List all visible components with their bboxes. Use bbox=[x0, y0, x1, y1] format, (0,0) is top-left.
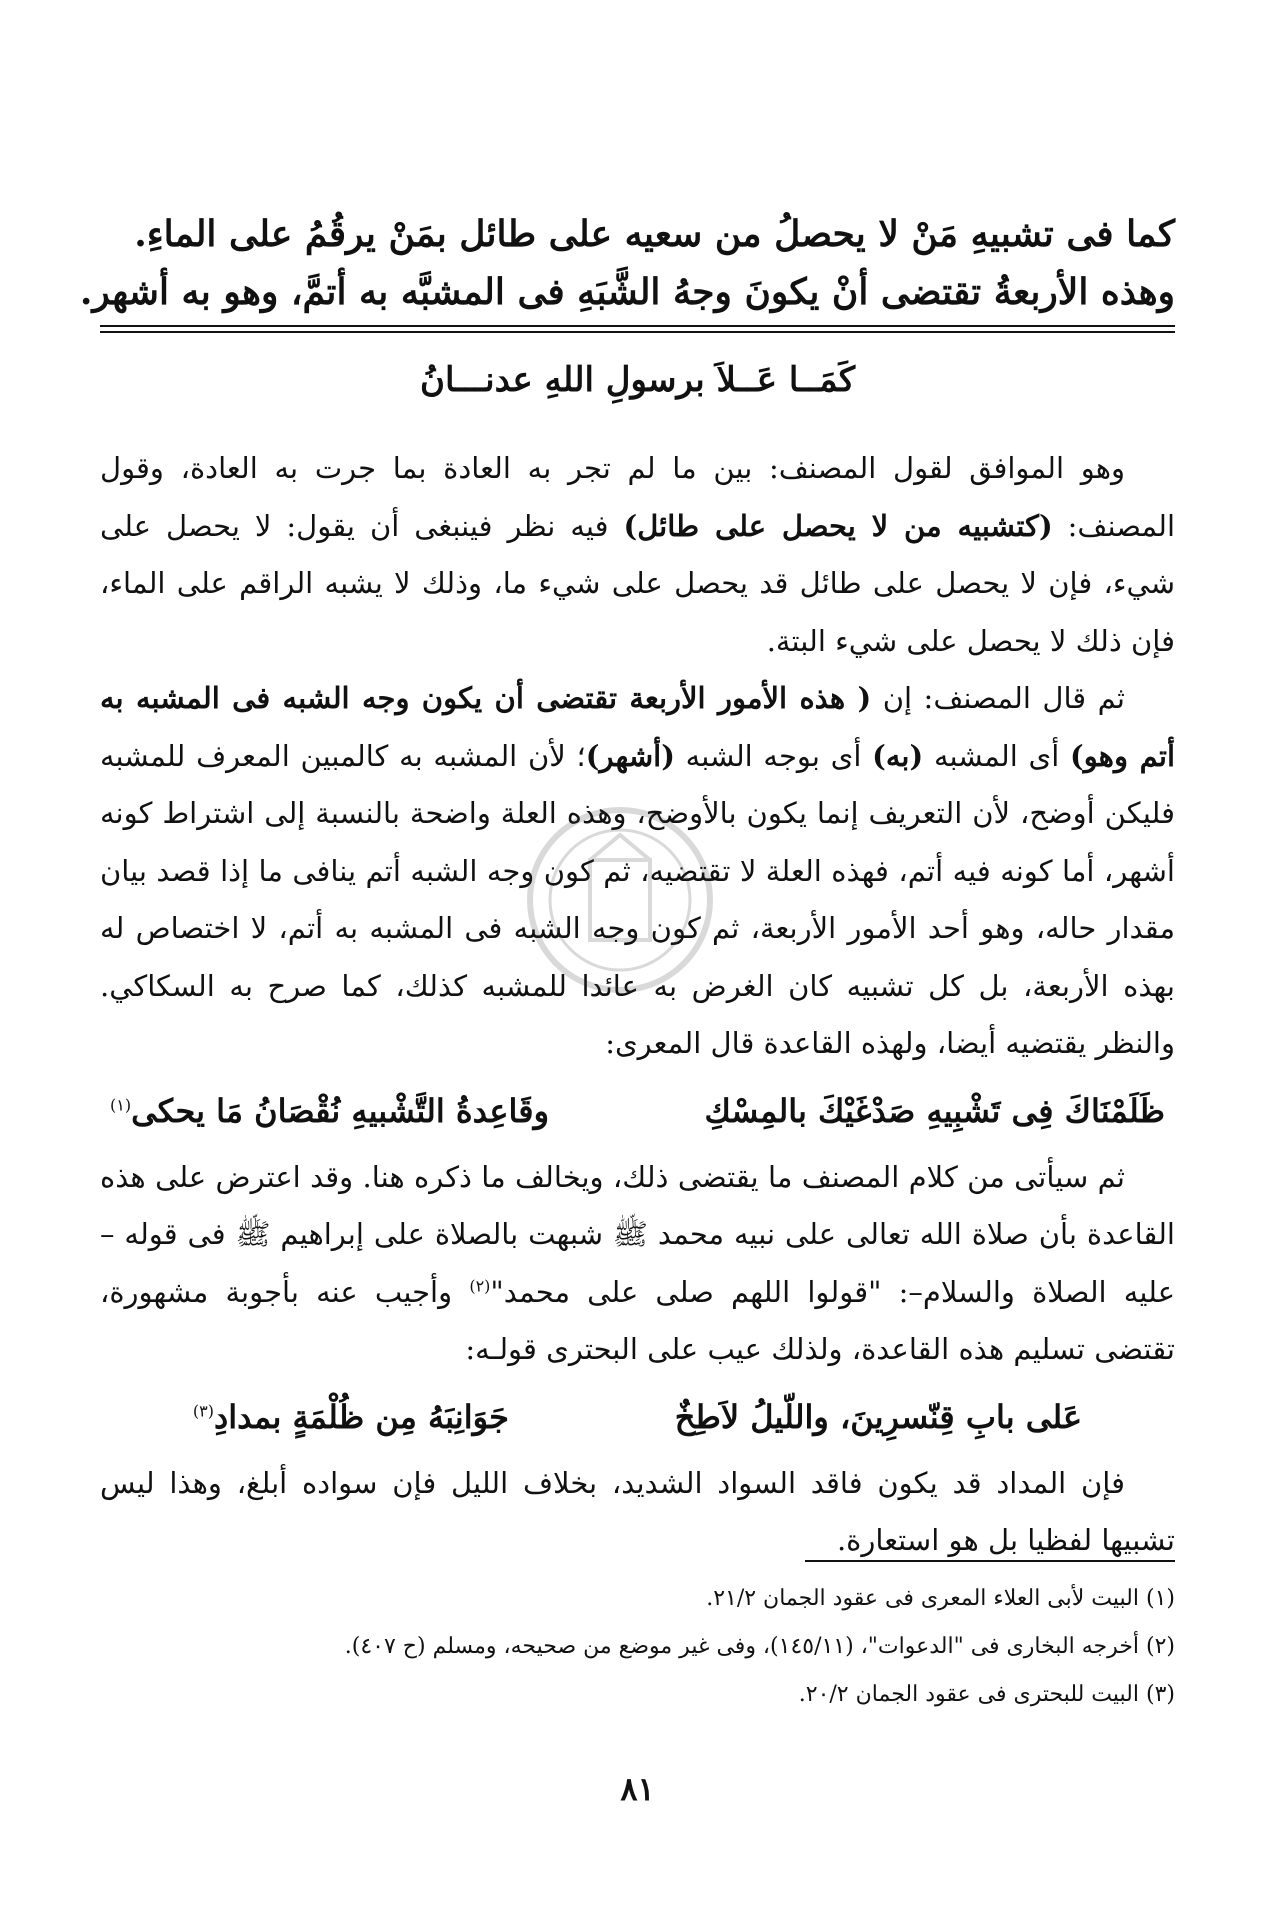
paragraph: ثم سيأتى من كلام المصنف ما يقتضى ذلك، ويخالف ما ذكره هنا. وقد اعترض على هذه القاعدة بأن صلاة الله تعالى على نبيه محمد ﷺ شبهت بالصلاة على إبراهيم ﷺ فى قوله – عليه الصلاة والسلام–: "قولوا اللهم صلى على محمد"$^{(٢)}$ وأجيب عنه بأجوبة مشهورة، تقتضى تسليم هذه القاعدة، ولذلك عيب على البحترى قولـه: bbox=[100, 1159, 1176, 1366]
footnotes bbox=[100, 1575, 1175, 1719]
verse-hemistich-left: جَوَانِبَهُ مِن ظُلْمَةٍ بمدادِ$^{(٣)}$ bbox=[192, 1397, 509, 1436]
matn-line: كما فى تشبيهِ مَنْ لا يحصلُ من سعيه على طائل بمَنْ يرقُمُ على الماءِ. bbox=[134, 213, 1175, 255]
footnote: (٢) أخرجه البخارى فى "الدعوات"، (١٤٥/١١)، وفى غير موضع من صحيحه، ومسلم (ح ٤٠٧). bbox=[344, 1634, 1175, 1659]
footnote-separator bbox=[805, 1560, 1175, 1562]
page-number: ٨١ bbox=[620, 1770, 655, 1808]
verse-hemistich-right: عَلى بابِ قِنّسرِينَ، واللّيلُ لاَطِخٌ bbox=[674, 1397, 1083, 1436]
verse-hemistich-right: ظَلَمْنَاكَ فِى تَشْبِيهِ صَدْغَيْكَ بالمِسْكِ bbox=[704, 1091, 1165, 1130]
matn-separator bbox=[100, 325, 1175, 333]
verse-line bbox=[110, 1081, 1165, 1141]
paragraph: ثم قال المصنف: إن ( هذه الأمور الأربعة تقتضى أن يكون وجه الشبه فى المشبه به أتم وهو) أى المشبه (به) أى بوجه الشبه (أشهر)؛ لأن المشبه به كالمبين المعرف للمشبه فليكن أوضح، لأن التعريف إنما يكون بالأوضح، وهذه العلة واضحة بالنسبة إلى اشتراط كونه أشهر، أما كونه فيه أتم، فهذه العلة لا تقتضيه، ثم كون وجه الشبه أتم ينافى ما إذا قصد بيان مقدار حاله، وهو أحد الأمور الأربعة، ثم كون وجه الشبه فى المشبه به أتم، لا اختصاص له بهذه الأربعة، بل كل تشبيه كان الغرض به عائدا للمشبه كذلك، كما صرح به السكاكي. والنظر يقتضيه أيضا، ولهذه القاعدة قال المعرى: bbox=[100, 681, 1175, 1060]
matn-text bbox=[79, 205, 1175, 321]
footnote-ref: (٢) bbox=[469, 1275, 491, 1295]
paragraph: فإن المداد قد يكون فاقد السواد الشديد، بخلاف الليل فإن سواده أبلغ، وهذا ليس تشبيها لفظيا بل هو استعارة. bbox=[100, 1465, 1175, 1557]
verse-hemistich-left: وقَاعِدةُ التَّشْبيهِ نُقْصَانُ مَا يحكى$^{(١)}$ bbox=[110, 1091, 550, 1130]
verse-line bbox=[110, 1387, 1165, 1447]
footnote-ref: (٣) bbox=[192, 1400, 214, 1420]
footnote: (١) البيت لأبى العلاء المعرى فى عقود الجمان ٢١/٢. bbox=[706, 1586, 1175, 1611]
matn-line: وهذه الأربعةُ تقتضى أنْ يكونَ وجهُ الشَّبَهِ فى المشبَّه به أتمَّ، وهو به أشهر. bbox=[79, 271, 1175, 313]
verse-heading: كَمَــا عَــلاَ برسولِ اللهِ عدنـــانُ bbox=[419, 360, 856, 400]
watermark-seal-icon bbox=[520, 800, 720, 1000]
paragraph: وهو الموافق لقول المصنف: بين ما لم تجر به العادة بما جرت به العادة، وقول المصنف: (كتشبيه من لا يحصل على طائل) فيه نظر فينبغى أن يقول: لا يحصل على شيء، فإن لا يحصل على طائل قد يحصل على شيء ما، وذلك لا يشبه الراقم على الماء، فإن ذلك لا يحصل على شيء البتة. bbox=[100, 451, 1176, 658]
footnote: (٣) البيت للبحترى فى عقود الجمان ٢٠/٢. bbox=[798, 1682, 1175, 1707]
footnote-ref: (١) bbox=[110, 1094, 132, 1114]
commentary bbox=[100, 440, 1175, 1570]
